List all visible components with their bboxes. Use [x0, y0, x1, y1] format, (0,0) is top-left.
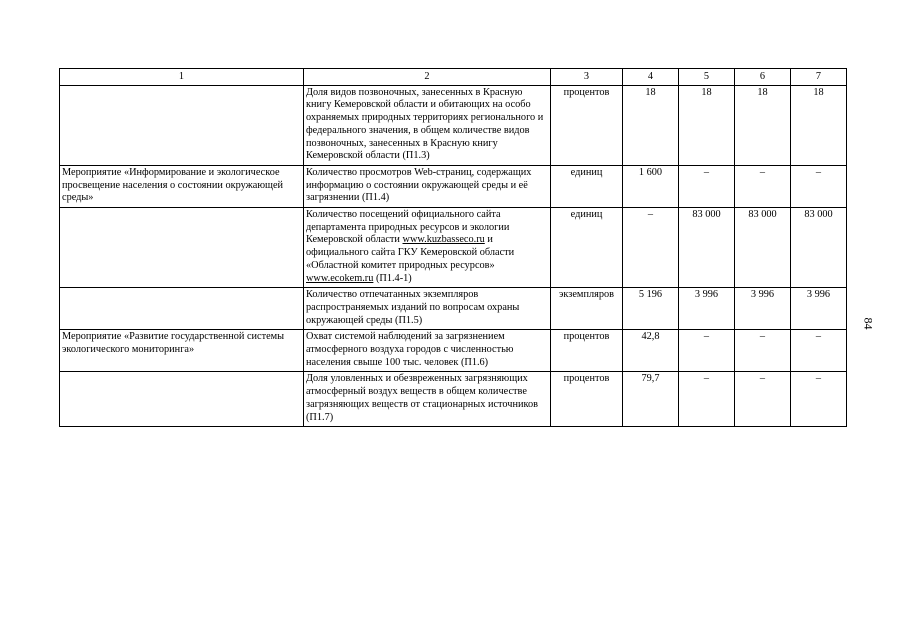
value-cell-5: – — [679, 372, 735, 427]
indicator-text: Количество посещений официального сайта департамента природных ресурсов и экологии Кемеровской области — [306, 209, 510, 246]
website-link[interactable]: www.kuzbasseco.ru — [402, 234, 485, 246]
event-cell — [60, 288, 304, 330]
value-cell-7: 83 000 — [791, 208, 847, 288]
value-cell-7: – — [791, 330, 847, 372]
unit-cell: процентов — [551, 372, 623, 427]
value-cell-5: 3 996 — [679, 288, 735, 330]
indicator-text: (П1.4-1) — [373, 272, 412, 284]
indicator-text: Доля видов позвоночных, занесенных в Красную книгу Кемеровской области и обитающих на особо охраняемых природных территориях регионального и федерального значения, в общем количестве видов позвоночных, занесенных в Красную книгу Кемеровской области (П1.3) — [306, 86, 544, 162]
page-number: 84 — [861, 317, 876, 330]
value-cell-4: 42,8 — [623, 330, 679, 372]
indicator-text: Количество просмотров Web-страниц, содержащих информацию о состоянии окружающей среды и её загрязнении (П1.4) — [306, 166, 532, 204]
table-row — [60, 372, 847, 427]
value-cell-4: – — [623, 208, 679, 288]
value-cell-5: 18 — [679, 85, 735, 165]
indicator-cell — [304, 85, 551, 165]
indicator-cell — [304, 208, 551, 288]
value-cell-5: – — [679, 165, 735, 207]
unit-cell: единиц — [551, 208, 623, 288]
value-cell-4: 5 196 — [623, 288, 679, 330]
value-cell-4: 79,7 — [623, 372, 679, 427]
value-cell-7: 18 — [791, 85, 847, 165]
header-col-4: 4 — [623, 69, 679, 86]
indicator-cell — [304, 372, 551, 427]
unit-cell: процентов — [551, 330, 623, 372]
table-row — [60, 288, 847, 330]
event-cell — [60, 208, 304, 288]
header-col-3: 3 — [551, 69, 623, 86]
website-link[interactable]: www.ecokem.ru — [306, 272, 374, 284]
indicator-cell — [304, 288, 551, 330]
table-row — [60, 330, 847, 372]
value-cell-4: 18 — [623, 85, 679, 165]
indicators-table — [59, 68, 847, 427]
table-row — [60, 208, 847, 288]
indicator-cell — [304, 330, 551, 372]
unit-cell: экземпляров — [551, 288, 623, 330]
indicator-text: и официального сайта ГКУ Кемеровской области «Областной комитет природных ресурсов» — [306, 234, 515, 271]
value-cell-7: 3 996 — [791, 288, 847, 330]
table-row — [60, 85, 847, 165]
table-body — [60, 85, 847, 427]
value-cell-6: – — [735, 330, 791, 372]
indicator-text: Охват системой наблюдений за загрязнением атмосферного воздуха городов с численностью населения свыше 100 тыс. человек (П1.6) — [306, 331, 514, 368]
header-col-7: 7 — [791, 69, 847, 86]
header-col-1: 1 — [60, 69, 304, 86]
value-cell-6: – — [735, 372, 791, 427]
value-cell-7: – — [791, 165, 847, 207]
event-cell: Мероприятие «Развитие государственной системы экологического мониторинга» — [60, 330, 304, 372]
event-cell — [60, 85, 304, 165]
event-cell: Мероприятие «Информирование и экологическое просвещение населения о состоянии окружающей среды» — [60, 165, 304, 207]
value-cell-6: 83 000 — [735, 208, 791, 288]
header-col-2: 2 — [304, 69, 551, 86]
header-col-5: 5 — [679, 69, 735, 86]
event-cell — [60, 372, 304, 427]
value-cell-5: 83 000 — [679, 208, 735, 288]
value-cell-6: – — [735, 165, 791, 207]
indicator-cell — [304, 165, 551, 207]
indicator-text: Количество отпечатанных экземпляров распространяемых изданий по вопросам охраны окружающей среды (П1.5) — [306, 289, 520, 326]
value-cell-5: – — [679, 330, 735, 372]
unit-cell: процентов — [551, 85, 623, 165]
value-cell-6: 3 996 — [735, 288, 791, 330]
table-row — [60, 165, 847, 207]
unit-cell: единиц — [551, 165, 623, 207]
value-cell-6: 18 — [735, 85, 791, 165]
indicator-text: Доля уловленных и обезвреженных загрязняющих атмосферный воздух веществ в общем количестве загрязняющих веществ от стационарных источников (П1.7) — [306, 373, 538, 423]
value-cell-7: – — [791, 372, 847, 427]
header-col-6: 6 — [735, 69, 791, 86]
header-row — [60, 69, 847, 86]
value-cell-4: 1 600 — [623, 165, 679, 207]
